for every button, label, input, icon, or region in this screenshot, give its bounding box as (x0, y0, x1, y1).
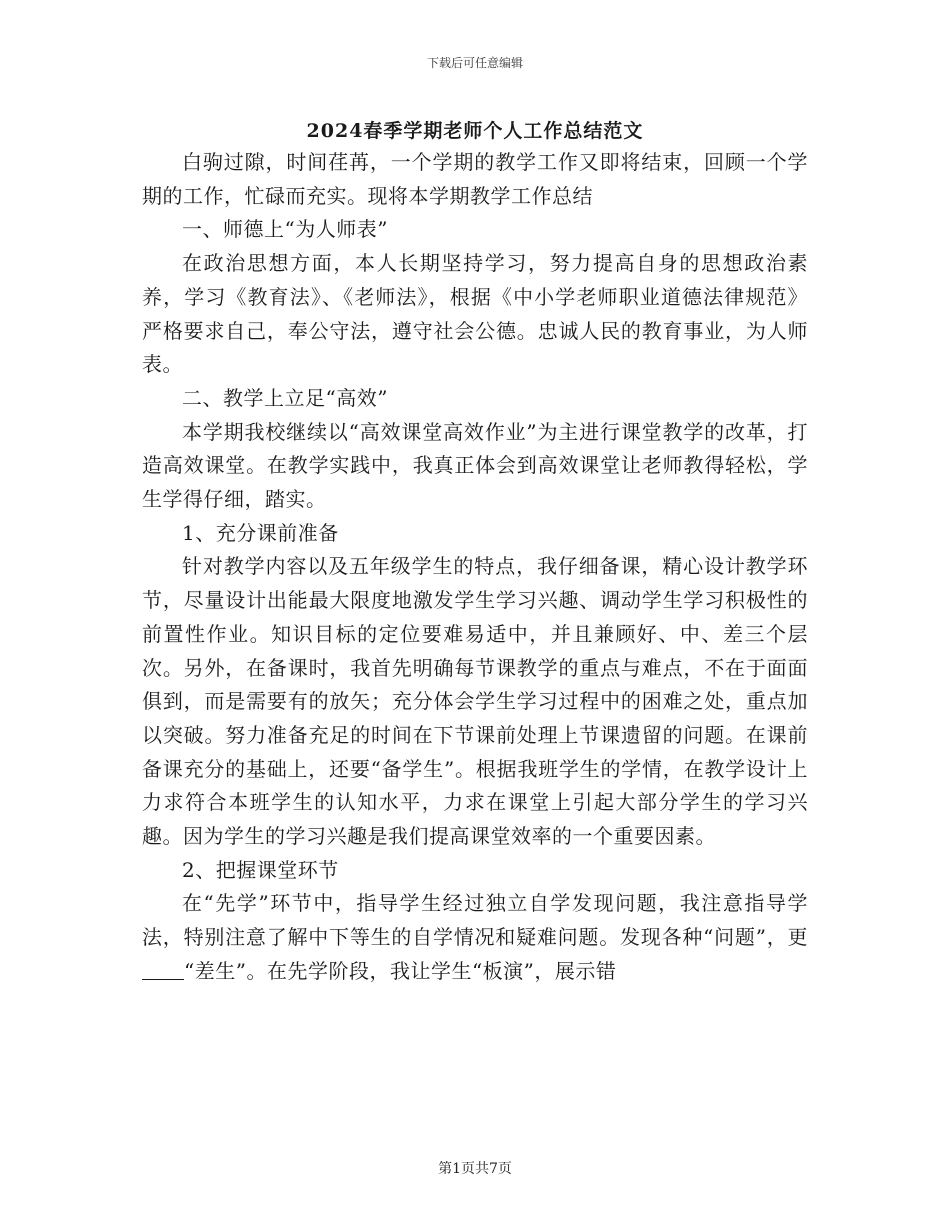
heading-section-1: 一、师德上“为人师表” (182, 217, 388, 242)
blank-underline (142, 961, 184, 980)
paragraph-intro: 白驹过隙，时间荏苒，一个学期的教学工作又即将结束，回顾一个学期的工作，忙碌而充实。现将本学期教学工作总结 (142, 150, 808, 208)
heading-subsection-2: 2、把握课堂环节 (182, 857, 339, 882)
header-note: 下载后可任意编辑 (426, 56, 523, 70)
paragraph-preparation: 针对教学内容以及五年级学生的特点，我仔细备课，精心设计教学环节，尽量设计出能最大限度地激发学生学习兴趣、调动学生学习积极性的前置性作业。知识目标的定位要难易适中，并且兼顾好、中、差三个层次。另外，在备课时，我首先明确每节课教学的重点与难点，不在于面面俱到，而是需要有的放矢；充分体会学生学习过程中的困难之处，重点加以突破。努力准备充足的时间在下节课前处理上节课遗留的问题。在课前备课充分的基础上，还要“备学生”。根据我班学生的学情，在教学设计上力求符合本班学生的认知水平，力求在课堂上引起大部分学生的学习兴趣。因为学生的学习兴趣是我们提高课堂效率的一个重要因素。 (142, 554, 808, 849)
heading-section-2: 二、教学上立足“高效” (182, 385, 388, 410)
page-footer: 第1页共7页 (438, 1161, 512, 1177)
paragraph-class-steps (142, 887, 808, 988)
page-title: 2024春季学期老师个人工作总结范文 (306, 120, 644, 142)
paragraph-efficient-class: 本学期我校继续以“高效课堂高效作业”为主进行课堂教学的改革，打造高效课堂。在教学实践中，我真正体会到高效课堂让老师教得轻松，学生学得仔细，踏实。 (142, 419, 808, 512)
paragraph-ethics: 在政治思想方面，本人长期坚持学习，努力提高自身的思想政治素养，学习《教育法》、《老师法》，根据《中小学老师职业道德法律规范》严格要求自己，奉公守法，遵守社会公德。忠诚人民的教育事业，为人师表。 (142, 251, 808, 377)
document-body (142, 146, 808, 989)
text-after-blank: “差生”。在先学阶段，我让学生“板演”，展示错 (184, 958, 617, 983)
heading-subsection-1: 1、充分课前准备 (182, 520, 339, 545)
text-before-blank: 在“先学”环节中，指导学生经过独立自学发现问题，我注意指导学法，特别注意了解中下等生的自学情况和疑难问题。发现各种“问题”，更 (142, 891, 808, 950)
